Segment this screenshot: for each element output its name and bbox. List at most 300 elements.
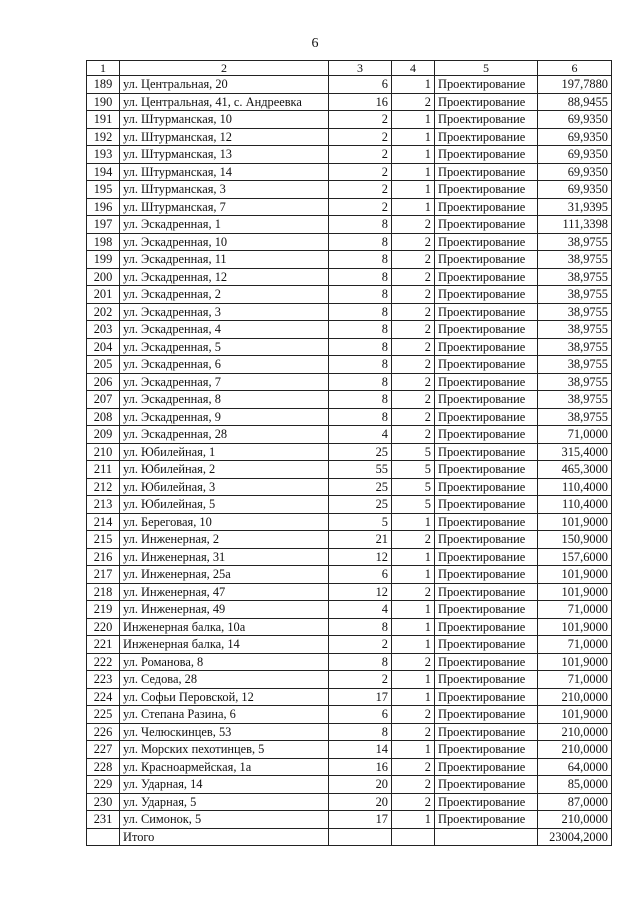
- table-row: [87, 601, 612, 619]
- quantity-cell: 8: [329, 373, 392, 391]
- row-number-cell: 211: [87, 461, 120, 479]
- table-row: [87, 636, 612, 654]
- work-type-cell: Проектирование: [435, 181, 538, 199]
- address-cell: ул. Юбилейная, 5: [120, 496, 329, 514]
- address-cell: ул. Штурманская, 7: [120, 198, 329, 216]
- cost-cell: 31,9395: [538, 198, 612, 216]
- cost-cell: 38,9755: [538, 391, 612, 409]
- work-type-cell: Проектирование: [435, 706, 538, 724]
- total-empty-cell: [329, 828, 392, 846]
- quantity-cell: 8: [329, 303, 392, 321]
- cost-cell: 38,9755: [538, 268, 612, 286]
- quantity-cell: 2: [329, 163, 392, 181]
- work-type-cell: Проектирование: [435, 321, 538, 339]
- total-empty-cell: [392, 828, 435, 846]
- column-header-3: 3: [329, 61, 392, 76]
- quantity-cell: 8: [329, 723, 392, 741]
- row-number-cell: 215: [87, 531, 120, 549]
- row-number-cell: 198: [87, 233, 120, 251]
- category-cell: 2: [392, 531, 435, 549]
- cost-cell: 38,9755: [538, 321, 612, 339]
- cost-cell: 38,9755: [538, 303, 612, 321]
- column-header-5: 5: [435, 61, 538, 76]
- row-number-cell: 219: [87, 601, 120, 619]
- quantity-cell: 4: [329, 426, 392, 444]
- quantity-cell: 2: [329, 636, 392, 654]
- category-cell: 1: [392, 671, 435, 689]
- table-row: [87, 198, 612, 216]
- address-cell: ул. Юбилейная, 3: [120, 478, 329, 496]
- address-cell: ул. Ударная, 5: [120, 793, 329, 811]
- category-cell: 1: [392, 128, 435, 146]
- row-number-cell: 228: [87, 758, 120, 776]
- work-type-cell: Проектирование: [435, 303, 538, 321]
- quantity-cell: 5: [329, 513, 392, 531]
- work-type-cell: Проектирование: [435, 391, 538, 409]
- work-type-cell: Проектирование: [435, 496, 538, 514]
- row-number-cell: 192: [87, 128, 120, 146]
- total-value: 23004,2000: [538, 828, 612, 846]
- category-cell: 2: [392, 251, 435, 269]
- work-type-cell: Проектирование: [435, 93, 538, 111]
- cost-cell: 101,9000: [538, 566, 612, 584]
- address-cell: ул. Центральная, 20: [120, 76, 329, 94]
- category-cell: 2: [392, 706, 435, 724]
- work-type-cell: Проектирование: [435, 583, 538, 601]
- table-row: [87, 233, 612, 251]
- quantity-cell: 8: [329, 286, 392, 304]
- cost-cell: 210,0000: [538, 723, 612, 741]
- category-cell: 1: [392, 636, 435, 654]
- table-row: [87, 426, 612, 444]
- row-number-cell: 206: [87, 373, 120, 391]
- quantity-cell: 16: [329, 758, 392, 776]
- table-row: [87, 111, 612, 129]
- address-cell: ул. Эскадренная, 28: [120, 426, 329, 444]
- table-row: [87, 128, 612, 146]
- quantity-cell: 55: [329, 461, 392, 479]
- row-number-cell: 204: [87, 338, 120, 356]
- address-cell: ул. Степана Разина, 6: [120, 706, 329, 724]
- category-cell: 1: [392, 76, 435, 94]
- quantity-cell: 2: [329, 198, 392, 216]
- table-row: [87, 793, 612, 811]
- category-cell: 1: [392, 741, 435, 759]
- table-row: [87, 391, 612, 409]
- cost-cell: 210,0000: [538, 688, 612, 706]
- row-number-cell: 223: [87, 671, 120, 689]
- quantity-cell: 16: [329, 93, 392, 111]
- category-cell: 2: [392, 268, 435, 286]
- total-empty-cell: [435, 828, 538, 846]
- address-cell: ул. Юбилейная, 1: [120, 443, 329, 461]
- work-type-cell: Проектирование: [435, 356, 538, 374]
- work-type-cell: Проектирование: [435, 636, 538, 654]
- row-number-cell: 194: [87, 163, 120, 181]
- category-cell: 1: [392, 811, 435, 829]
- address-cell: ул. Штурманская, 10: [120, 111, 329, 129]
- category-cell: 1: [392, 566, 435, 584]
- category-cell: 1: [392, 146, 435, 164]
- category-cell: 1: [392, 181, 435, 199]
- work-type-cell: Проектирование: [435, 478, 538, 496]
- work-type-cell: Проектирование: [435, 163, 538, 181]
- quantity-cell: 12: [329, 548, 392, 566]
- quantity-cell: 8: [329, 216, 392, 234]
- address-cell: ул. Эскадренная, 7: [120, 373, 329, 391]
- category-cell: 2: [392, 653, 435, 671]
- table-row: [87, 566, 612, 584]
- row-number-cell: 229: [87, 776, 120, 794]
- category-cell: 1: [392, 111, 435, 129]
- address-cell: ул. Эскадренная, 9: [120, 408, 329, 426]
- row-number-cell: 197: [87, 216, 120, 234]
- table-row: [87, 216, 612, 234]
- category-cell: 2: [392, 93, 435, 111]
- cost-cell: 101,9000: [538, 513, 612, 531]
- row-number-cell: 230: [87, 793, 120, 811]
- column-header-6: 6: [538, 61, 612, 76]
- category-cell: 1: [392, 601, 435, 619]
- address-cell: ул. Инженерная, 31: [120, 548, 329, 566]
- work-type-cell: Проектирование: [435, 741, 538, 759]
- address-cell: ул. Юбилейная, 2: [120, 461, 329, 479]
- address-cell: ул. Штурманская, 12: [120, 128, 329, 146]
- work-type-cell: Проектирование: [435, 216, 538, 234]
- work-type-cell: Проектирование: [435, 723, 538, 741]
- address-cell: Инженерная балка, 14: [120, 636, 329, 654]
- table-row: [87, 496, 612, 514]
- row-number-cell: 221: [87, 636, 120, 654]
- cost-cell: 38,9755: [538, 338, 612, 356]
- work-type-cell: Проектирование: [435, 548, 538, 566]
- category-cell: 1: [392, 618, 435, 636]
- row-number-cell: 203: [87, 321, 120, 339]
- address-cell: ул. Челюскинцев, 53: [120, 723, 329, 741]
- quantity-cell: 2: [329, 671, 392, 689]
- address-cell: ул. Романова, 8: [120, 653, 329, 671]
- quantity-cell: 21: [329, 531, 392, 549]
- address-cell: ул. Штурманская, 3: [120, 181, 329, 199]
- row-number-cell: 195: [87, 181, 120, 199]
- registry-table: [86, 60, 612, 846]
- category-cell: 2: [392, 793, 435, 811]
- cost-cell: 69,9350: [538, 181, 612, 199]
- cost-cell: 38,9755: [538, 251, 612, 269]
- table-row: [87, 303, 612, 321]
- row-number-cell: 190: [87, 93, 120, 111]
- address-cell: ул. Эскадренная, 6: [120, 356, 329, 374]
- cost-cell: 101,9000: [538, 706, 612, 724]
- address-cell: ул. Береговая, 10: [120, 513, 329, 531]
- category-cell: 2: [392, 723, 435, 741]
- cost-cell: 38,9755: [538, 356, 612, 374]
- quantity-cell: 8: [329, 391, 392, 409]
- table-row: [87, 163, 612, 181]
- cost-cell: 69,9350: [538, 111, 612, 129]
- address-cell: ул. Эскадренная, 8: [120, 391, 329, 409]
- row-number-cell: 209: [87, 426, 120, 444]
- quantity-cell: 8: [329, 356, 392, 374]
- work-type-cell: Проектирование: [435, 776, 538, 794]
- address-cell: ул. Эскадренная, 3: [120, 303, 329, 321]
- table-row: [87, 723, 612, 741]
- category-cell: 2: [392, 303, 435, 321]
- quantity-cell: 6: [329, 76, 392, 94]
- cost-cell: 88,9455: [538, 93, 612, 111]
- address-cell: ул. Морских пехотинцев, 5: [120, 741, 329, 759]
- work-type-cell: Проектирование: [435, 758, 538, 776]
- work-type-cell: Проектирование: [435, 111, 538, 129]
- cost-cell: 71,0000: [538, 636, 612, 654]
- quantity-cell: 8: [329, 653, 392, 671]
- address-cell: ул. Инженерная, 25а: [120, 566, 329, 584]
- address-cell: ул. Симонок, 5: [120, 811, 329, 829]
- table-row: [87, 478, 612, 496]
- cost-cell: 111,3398: [538, 216, 612, 234]
- work-type-cell: Проектирование: [435, 286, 538, 304]
- table-row: [87, 408, 612, 426]
- table-row: [87, 146, 612, 164]
- table-row: [87, 373, 612, 391]
- work-type-cell: Проектирование: [435, 653, 538, 671]
- work-type-cell: Проектирование: [435, 338, 538, 356]
- table-row: [87, 618, 612, 636]
- category-cell: 1: [392, 548, 435, 566]
- work-type-cell: Проектирование: [435, 198, 538, 216]
- row-number-cell: 202: [87, 303, 120, 321]
- row-number-cell: 213: [87, 496, 120, 514]
- cost-cell: 87,0000: [538, 793, 612, 811]
- work-type-cell: Проектирование: [435, 793, 538, 811]
- quantity-cell: 14: [329, 741, 392, 759]
- cost-cell: 64,0000: [538, 758, 612, 776]
- cost-cell: 157,6000: [538, 548, 612, 566]
- row-number-cell: 189: [87, 76, 120, 94]
- address-cell: ул. Эскадренная, 5: [120, 338, 329, 356]
- address-cell: ул. Красноармейская, 1а: [120, 758, 329, 776]
- row-number-cell: 200: [87, 268, 120, 286]
- quantity-cell: 2: [329, 146, 392, 164]
- cost-cell: 69,9350: [538, 128, 612, 146]
- quantity-cell: 8: [329, 251, 392, 269]
- address-cell: ул. Инженерная, 49: [120, 601, 329, 619]
- table-row: [87, 811, 612, 829]
- category-cell: 2: [392, 391, 435, 409]
- work-type-cell: Проектирование: [435, 618, 538, 636]
- address-cell: Инженерная балка, 10а: [120, 618, 329, 636]
- work-type-cell: Проектирование: [435, 688, 538, 706]
- category-cell: 2: [392, 338, 435, 356]
- table-row: [87, 338, 612, 356]
- table-row: [87, 671, 612, 689]
- quantity-cell: 25: [329, 478, 392, 496]
- row-number-cell: 207: [87, 391, 120, 409]
- row-number-cell: 191: [87, 111, 120, 129]
- cost-cell: 38,9755: [538, 408, 612, 426]
- category-cell: 5: [392, 443, 435, 461]
- total-row: [87, 828, 612, 846]
- table-row: [87, 688, 612, 706]
- table-row: [87, 741, 612, 759]
- row-number-cell: 218: [87, 583, 120, 601]
- table-row: [87, 321, 612, 339]
- quantity-cell: 8: [329, 618, 392, 636]
- cost-cell: 69,9350: [538, 163, 612, 181]
- cost-cell: 85,0000: [538, 776, 612, 794]
- work-type-cell: Проектирование: [435, 251, 538, 269]
- address-cell: ул. Седова, 28: [120, 671, 329, 689]
- page-number: 6: [311, 36, 319, 51]
- cost-cell: 210,0000: [538, 741, 612, 759]
- table-row: [87, 443, 612, 461]
- row-number-cell: 222: [87, 653, 120, 671]
- address-cell: ул. Инженерная, 2: [120, 531, 329, 549]
- work-type-cell: Проектирование: [435, 461, 538, 479]
- column-header-1: 1: [87, 61, 120, 76]
- work-type-cell: Проектирование: [435, 268, 538, 286]
- row-number-cell: 226: [87, 723, 120, 741]
- column-header-2: 2: [120, 61, 329, 76]
- work-type-cell: Проектирование: [435, 531, 538, 549]
- work-type-cell: Проектирование: [435, 373, 538, 391]
- address-cell: ул. Центральная, 41, с. Андреевка: [120, 93, 329, 111]
- quantity-cell: 8: [329, 321, 392, 339]
- row-number-cell: 212: [87, 478, 120, 496]
- row-number-cell: 227: [87, 741, 120, 759]
- row-number-cell: 225: [87, 706, 120, 724]
- category-cell: 1: [392, 688, 435, 706]
- work-type-cell: Проектирование: [435, 566, 538, 584]
- row-number-cell: 231: [87, 811, 120, 829]
- cost-cell: 315,4000: [538, 443, 612, 461]
- table-row: [87, 531, 612, 549]
- table-row: [87, 268, 612, 286]
- row-number-cell: 214: [87, 513, 120, 531]
- quantity-cell: 17: [329, 811, 392, 829]
- work-type-cell: Проектирование: [435, 146, 538, 164]
- quantity-cell: 6: [329, 566, 392, 584]
- address-cell: ул. Ударная, 14: [120, 776, 329, 794]
- table-row: [87, 548, 612, 566]
- category-cell: 5: [392, 496, 435, 514]
- quantity-cell: 2: [329, 111, 392, 129]
- work-type-cell: Проектирование: [435, 426, 538, 444]
- table-row: [87, 251, 612, 269]
- total-empty-cell: [87, 828, 120, 846]
- quantity-cell: 8: [329, 338, 392, 356]
- table-row: [87, 706, 612, 724]
- quantity-cell: 12: [329, 583, 392, 601]
- quantity-cell: 8: [329, 408, 392, 426]
- work-type-cell: Проектирование: [435, 513, 538, 531]
- category-cell: 2: [392, 356, 435, 374]
- table-row: [87, 583, 612, 601]
- cost-cell: 110,4000: [538, 496, 612, 514]
- address-cell: ул. Эскадренная, 4: [120, 321, 329, 339]
- quantity-cell: 4: [329, 601, 392, 619]
- work-type-cell: Проектирование: [435, 671, 538, 689]
- address-cell: ул. Штурманская, 13: [120, 146, 329, 164]
- category-cell: 5: [392, 461, 435, 479]
- category-cell: 2: [392, 373, 435, 391]
- work-type-cell: Проектирование: [435, 233, 538, 251]
- total-label: Итого: [120, 828, 329, 846]
- row-number-cell: 220: [87, 618, 120, 636]
- quantity-cell: 25: [329, 443, 392, 461]
- cost-cell: 38,9755: [538, 373, 612, 391]
- quantity-cell: 2: [329, 181, 392, 199]
- category-cell: 1: [392, 163, 435, 181]
- row-number-cell: 196: [87, 198, 120, 216]
- cost-cell: 110,4000: [538, 478, 612, 496]
- table-row: [87, 76, 612, 94]
- category-cell: 2: [392, 286, 435, 304]
- address-cell: ул. Эскадренная, 12: [120, 268, 329, 286]
- address-cell: ул. Эскадренная, 10: [120, 233, 329, 251]
- table-row: [87, 653, 612, 671]
- category-cell: 2: [392, 758, 435, 776]
- quantity-cell: 2: [329, 128, 392, 146]
- cost-cell: 71,0000: [538, 426, 612, 444]
- address-cell: ул. Эскадренная, 1: [120, 216, 329, 234]
- table-row: [87, 356, 612, 374]
- quantity-cell: 20: [329, 776, 392, 794]
- table-row: [87, 513, 612, 531]
- row-number-cell: 199: [87, 251, 120, 269]
- work-type-cell: Проектирование: [435, 443, 538, 461]
- work-type-cell: Проектирование: [435, 408, 538, 426]
- cost-cell: 465,3000: [538, 461, 612, 479]
- row-number-cell: 208: [87, 408, 120, 426]
- cost-cell: 38,9755: [538, 233, 612, 251]
- category-cell: 2: [392, 216, 435, 234]
- cost-cell: 101,9000: [538, 583, 612, 601]
- address-cell: ул. Эскадренная, 2: [120, 286, 329, 304]
- quantity-cell: 8: [329, 268, 392, 286]
- category-cell: 2: [392, 408, 435, 426]
- table-row: [87, 181, 612, 199]
- category-cell: 2: [392, 776, 435, 794]
- cost-cell: 71,0000: [538, 601, 612, 619]
- quantity-cell: 25: [329, 496, 392, 514]
- cost-cell: 38,9755: [538, 286, 612, 304]
- row-number-cell: 193: [87, 146, 120, 164]
- cost-cell: 101,9000: [538, 618, 612, 636]
- cost-cell: 69,9350: [538, 146, 612, 164]
- table-row: [87, 776, 612, 794]
- cost-cell: 101,9000: [538, 653, 612, 671]
- work-type-cell: Проектирование: [435, 128, 538, 146]
- column-header-4: 4: [392, 61, 435, 76]
- address-cell: ул. Софьи Перовской, 12: [120, 688, 329, 706]
- table-row: [87, 758, 612, 776]
- quantity-cell: 6: [329, 706, 392, 724]
- address-cell: ул. Инженерная, 47: [120, 583, 329, 601]
- row-number-cell: 224: [87, 688, 120, 706]
- category-cell: 1: [392, 198, 435, 216]
- row-number-cell: 210: [87, 443, 120, 461]
- quantity-cell: 8: [329, 233, 392, 251]
- row-number-cell: 216: [87, 548, 120, 566]
- table-row: [87, 93, 612, 111]
- cost-cell: 71,0000: [538, 671, 612, 689]
- category-cell: 5: [392, 478, 435, 496]
- row-number-cell: 201: [87, 286, 120, 304]
- work-type-cell: Проектирование: [435, 811, 538, 829]
- work-type-cell: Проектирование: [435, 601, 538, 619]
- cost-cell: 210,0000: [538, 811, 612, 829]
